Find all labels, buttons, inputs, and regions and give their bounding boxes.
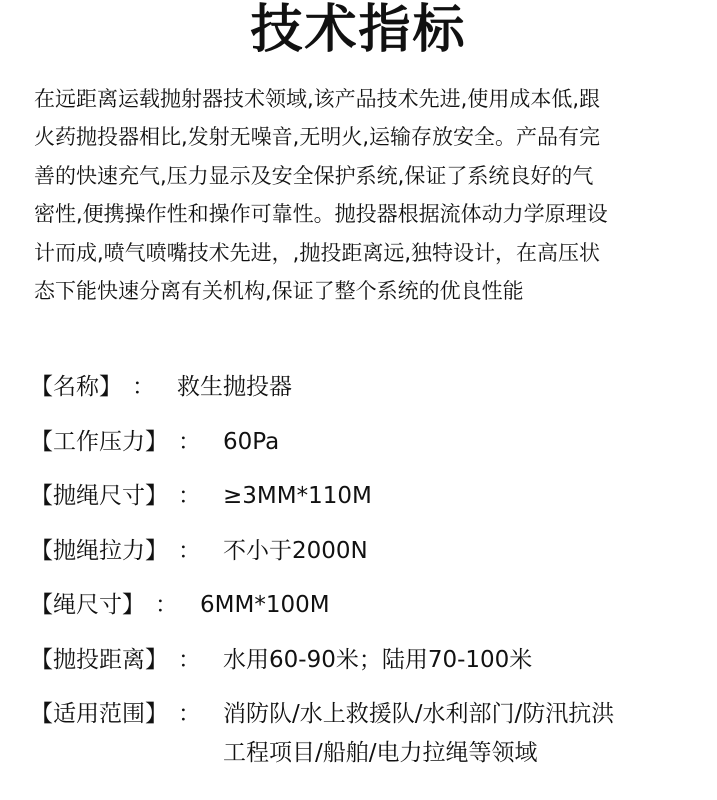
spec-separator: ： (178, 701, 201, 727)
description-line: 密性,便携操作性和操作可靠性。抛投器根据流体动力学原理设 (34, 202, 608, 227)
spec-label: 【工作压力】 (30, 428, 168, 455)
spec-separator: ： (155, 592, 178, 618)
spec-row-name (30, 365, 700, 420)
spec-value: ≥3MM*110M (223, 483, 372, 509)
spec-value (223, 692, 614, 770)
spec-separator: ： (178, 483, 201, 509)
description-line: 在远距离运载抛射器技术领域,该产品技术先进,使用成本低,跟 (34, 87, 601, 111)
spec-value: 6MM*100M (200, 592, 330, 618)
spec-label: 【绳尺寸】 (30, 592, 145, 618)
spec-row-cord-size (30, 583, 700, 638)
page-title: 技术指标 (250, 0, 467, 60)
spec-label: 【抛绳尺寸】 (30, 483, 168, 509)
spec-separator: ： (178, 537, 201, 564)
spec-row-rope-size (30, 474, 700, 529)
spec-row-working-pressure (30, 420, 700, 475)
spec-value: 救生抛投器 (177, 374, 292, 400)
spec-row-throw-distance (30, 638, 700, 693)
spec-separator: ： (178, 428, 201, 455)
spec-value: 不小于2000N (223, 537, 368, 564)
spec-value-line: 消防队/水上救援队/水利部门/防汛抗洪 (223, 701, 615, 727)
spec-separator: ： (178, 646, 201, 673)
spec-label: 【名称】 (30, 374, 122, 400)
spec-value: 60Pa (223, 428, 280, 455)
description-line: 火药抛投器相比,发射无噪音,无明火,运输存放安全。产品有完 (34, 125, 601, 150)
spec-row-rope-tension (30, 529, 700, 584)
spec-list (30, 365, 700, 770)
description-line: 态下能快速分离有关机构,保证了整个系统的优良性能 (34, 278, 524, 303)
spec-value-line: 工程项目/船舶/电力拉绳等领域 (223, 740, 538, 766)
spec-label: 【抛投距离】 (30, 646, 168, 673)
spec-label: 【适用范围】 (30, 701, 168, 727)
description-paragraph (34, 80, 694, 310)
spec-value: 水用60-90米；陆用70-100米 (223, 646, 533, 673)
spec-label: 【抛绳拉力】 (30, 537, 168, 564)
spec-row-scope (30, 692, 700, 770)
description-line: 计而成,喷气喷嘴技术先进，,抛投距离远,独特设计，在高压状 (34, 240, 601, 265)
spec-separator: ： (132, 374, 155, 400)
description-line: 善的快速充气,压力显示及安全保护系统,保证了系统良好的气 (34, 163, 594, 188)
